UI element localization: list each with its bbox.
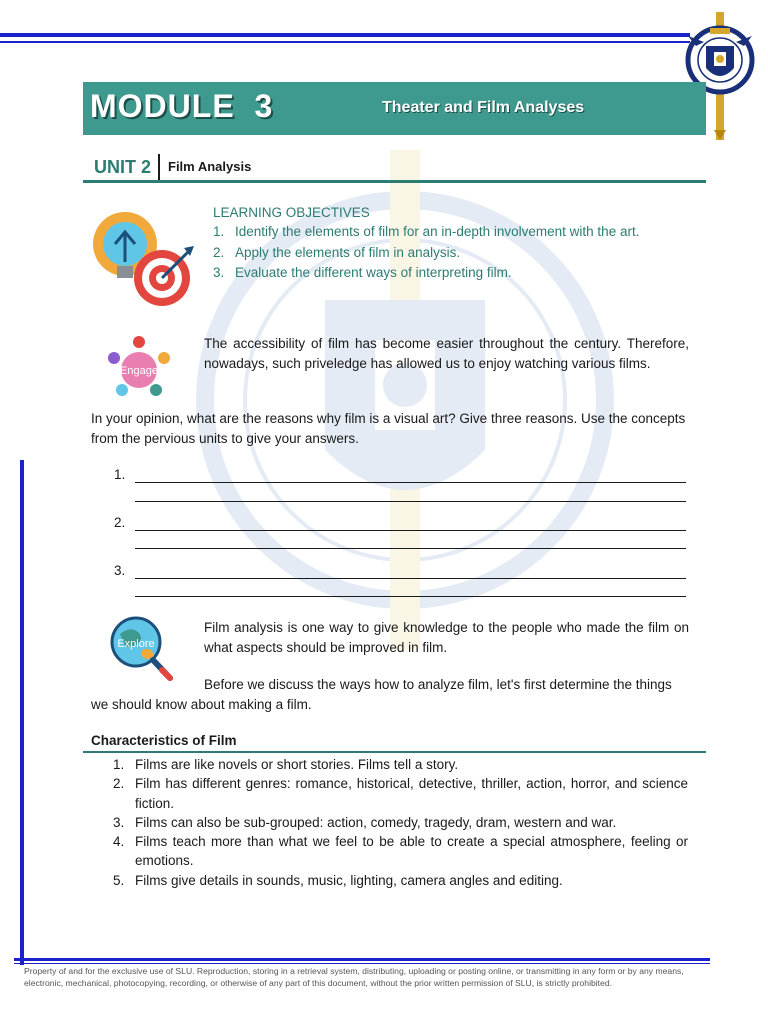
list-item: 3. Films can also be sub-grouped: action, comedy, tragedy, dram, western and war. — [113, 814, 617, 830]
unit-label: UNIT 2 — [94, 157, 152, 177]
svg-text:Engage: Engage — [120, 365, 158, 377]
left-rule — [20, 460, 24, 965]
characteristics-heading: Characteristics of Film — [91, 733, 237, 748]
answer-line[interactable] — [135, 530, 686, 531]
list-item: 2. Film has different genres: romance, historical, detective, thriller, action, horror, and science fiction. — [113, 776, 688, 811]
answer-line[interactable] — [135, 501, 686, 502]
answer-number: 3. — [114, 563, 126, 578]
unit-rule — [83, 180, 706, 183]
question-text: In your opinion, what are the reasons why film is a visual art? Give three reasons. Use the concepts from the pervious units to give your answers. — [91, 411, 686, 446]
list-item: 3. Evaluate the different ways of interpreting film. — [213, 265, 512, 280]
engage-icon — [104, 334, 174, 404]
list-item: 2. Apply the elements of film in analysis. — [213, 244, 461, 260]
list-item: 4. Films teach more than what we feel to be able to create a special atmosphere, feeling or emotions. — [113, 834, 688, 869]
bottom-rule-thin — [14, 963, 710, 964]
top-rule — [0, 33, 690, 37]
list-item: 1. Identify the elements of film for an in-depth involvement with the art. — [213, 224, 640, 239]
objectives-icon — [92, 204, 198, 310]
list-item: 5. Films give details in sounds, music, lighting, camera angles and editing. — [113, 872, 563, 888]
unit-title: Film Analysis — [168, 159, 252, 174]
answer-number: 2. — [114, 515, 126, 530]
explore-paragraph-2: Before we discuss the ways how to analyze film, let's first determine the things we should know about making a film. — [91, 677, 672, 712]
objectives-list — [213, 222, 693, 284]
answer-line[interactable] — [135, 482, 686, 483]
list-item: 1. Films are like novels or short stories. Films tell a story. — [113, 757, 459, 772]
answer-line[interactable] — [135, 548, 686, 549]
explore-icon — [108, 614, 176, 684]
copyright-footer: Property of and for the exclusive use of SLU. Reproduction, storing in a retrieval system, distributing, uploading or posting online, or transmitting in any form or by any means, electronic, mechanical, photocopying, recording, or otherwise of any part of this document, without the prior written permission of SLU, is strictly prohibited. — [24, 966, 684, 988]
unit-divider — [158, 154, 160, 180]
answer-line[interactable] — [135, 596, 686, 597]
objectives-heading: LEARNING OBJECTIVES — [213, 205, 370, 220]
characteristics-rule — [83, 751, 706, 753]
bottom-rule — [14, 958, 710, 961]
answer-line[interactable] — [135, 578, 686, 579]
answer-number: 1. — [114, 467, 126, 482]
module-title: MODULE 3 — [90, 88, 274, 124]
svg-text:Explore: Explore — [117, 638, 155, 650]
characteristics-list — [113, 755, 688, 890]
module-subtitle: Theater and Film Analyses — [382, 99, 585, 116]
top-rule-thin — [0, 41, 690, 43]
engage-paragraph: The accessibility of film has become easier throughout the century. Therefore, nowadays, such priveledge has allowed us to enjoy watching various films. — [204, 336, 689, 371]
explore-paragraph: Film analysis is one way to give knowledge to the people who made the film on what aspects should be improved in film. — [204, 620, 689, 655]
